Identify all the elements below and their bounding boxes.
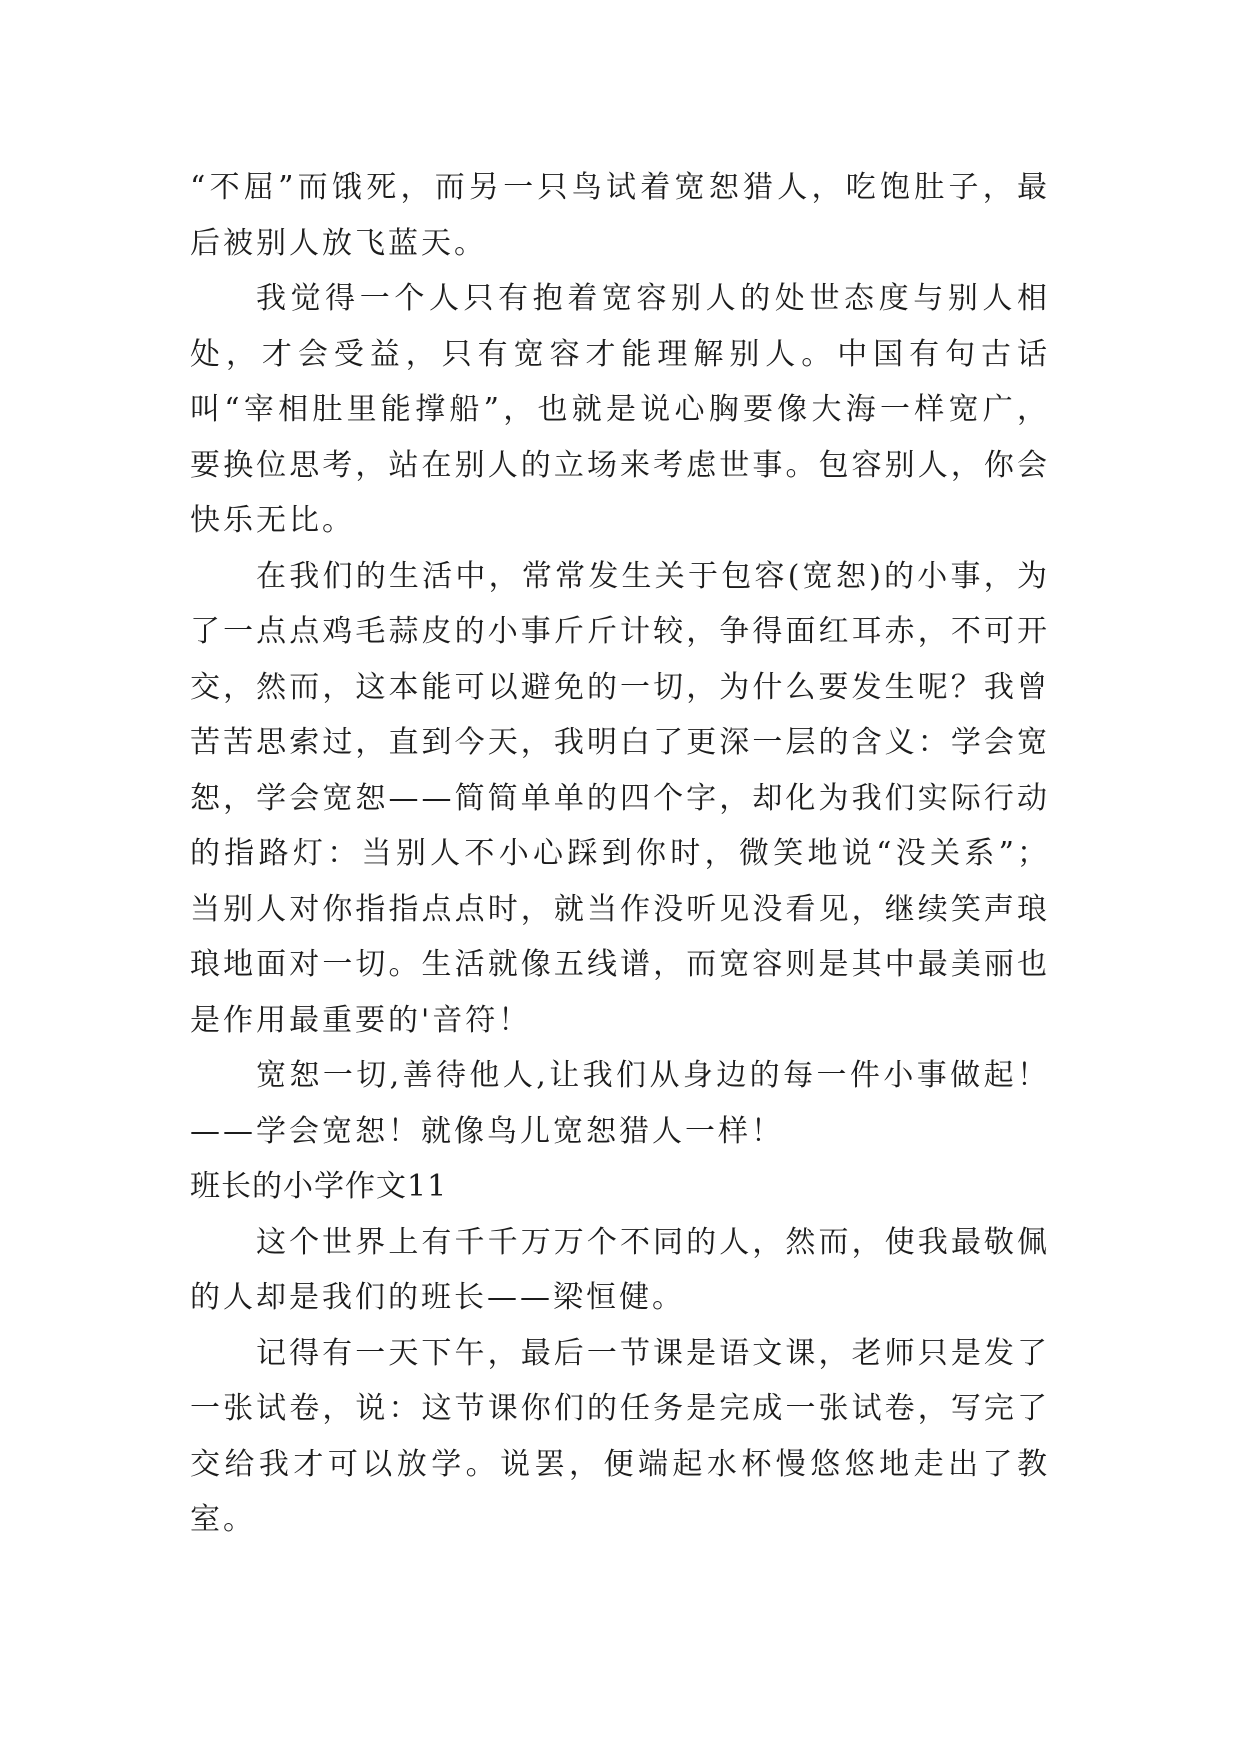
paragraph-2: 我觉得一个人只有抱着宽容别人的处世态度与别人相处，才会受益，只有宽容才能理解别人。中国有句古话叫“宰相肚里能撑船”，也就是说心胸要像大海一样宽广，要换位思考，站在别人的立场来考虑世事。包容别人，你会快乐无比。 — [190, 281, 1050, 538]
document-body — [190, 160, 1050, 1548]
paragraph-3: 在我们的生活中，常常发生关于包容(宽恕)的小事，为了一点点鸡毛蒜皮的小事斤斤计较，争得面红耳赤，不可开交，然而，这本能可以避免的一切，为什么要发生呢？我曾苦苦思索过，直到今天，我明白了更深一层的含义：学会宽恕，学会宽恕——简简单单的四个字，却化为我们实际行动的指路灯：当别人不小心踩到你时，微笑地说“没关系”；当别人对你指指点点时，就当作没听见没看见，继续笑声琅琅地面对一切。生活就像五线谱，而宽容则是其中最美丽也是作用最重要的'音符！ — [190, 558, 1050, 1038]
section-heading: 班长的小学作文11 — [190, 1169, 448, 1204]
paragraph-4: 宽恕一切,善待他人,让我们从身边的每一件小事做起！——学会宽恕！就像鸟儿宽恕猎人一样！ — [190, 1058, 1050, 1149]
paragraph-1: “不屈”而饿死，而另一只鸟试着宽恕猎人，吃饱肚子，最后被别人放飞蓝天。 — [190, 170, 1050, 261]
paragraph-6: 记得有一天下午，最后一节课是语文课，老师只是发了一张试卷，说：这节课你们的任务是完成一张试卷，写完了交给我才可以放学。说罢，便端起水杯慢悠悠地走出了教室。 — [190, 1335, 1050, 1537]
paragraph-5: 这个世界上有千千万万个不同的人，然而，使我最敬佩的人却是我们的班长——梁恒健。 — [190, 1224, 1050, 1315]
